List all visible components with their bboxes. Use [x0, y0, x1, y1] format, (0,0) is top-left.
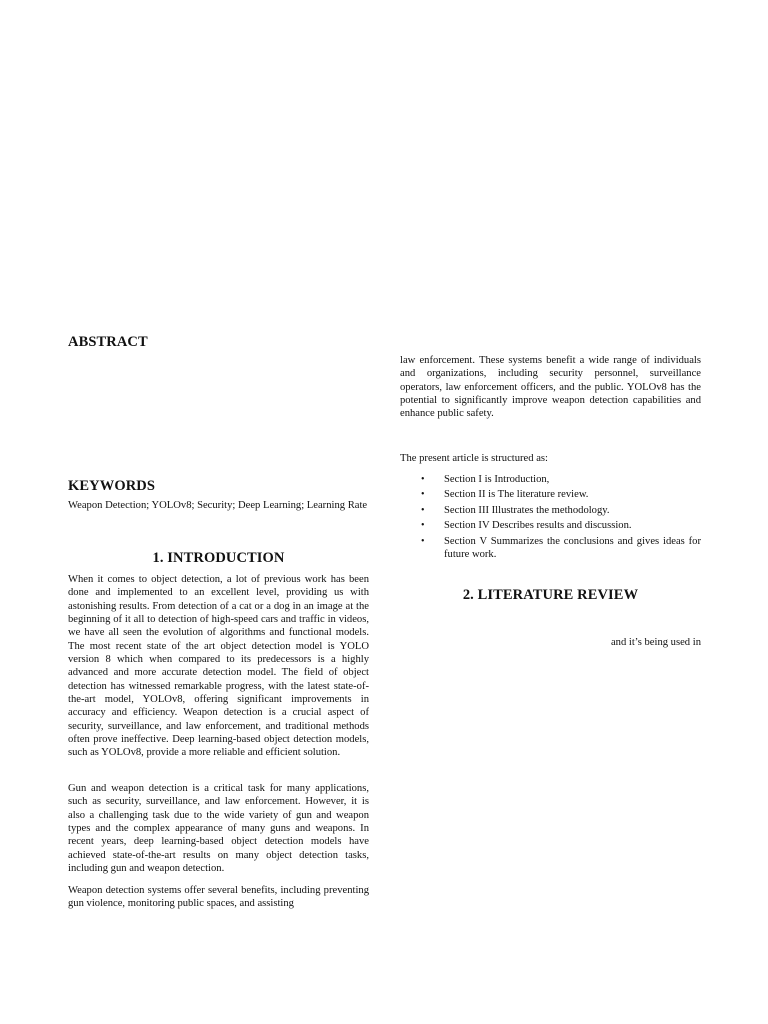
keywords-heading: KEYWORDS: [68, 478, 156, 494]
literature-review-fragment: and it’s being used in: [610, 637, 701, 648]
introduction-heading: 1. INTRODUCTION: [152, 550, 285, 566]
bullet-icon: •: [421, 504, 425, 516]
intro-paragraph-1: When it comes to object detection, a lot of previous work has been done and implemented to an excellent level, providing us with astonishing results. From detection of a cat or a dog in an image at the beginning of it all to detection of high-speed cars and traffic in videos, we have all seen the evolution of algorithms and functional models. The most recent state of the art object detection model is YOLO version 8 which when compared to its predecessors is a highly advanced and more accurate detection model. The field of object detection has witnessed remarkable progress, with the latest state-of-the-art model, YOLOv8, offering significant improvements in accuracy and efficiency. Weapon detection is a crucial aspect of security, surveillance, and law enforcement, and traditional methods often prove ineffective. Deep learning-based object detection models, such as YOLOv8, provide a more reliable and efficient solution.: [68, 574, 369, 759]
bullet-icon: •: [421, 489, 425, 501]
list-item: • Section III Illustrates the methodology.: [421, 504, 610, 516]
intro-paragraph-3: Weapon detection systems offer several benefits, including preventing gun violence, monitoring public spaces, and assisting: [68, 885, 369, 910]
intro-paragraph-2: Gun and weapon detection is a critical task for many applications, such as security, surveillance, and law enforcement. However, it is also a challenging task due to the wide variety of gun and weapon types and the complex appearance of many guns and weapons. In recent years, deep learning-based object detection models have achieved state-of-the-art results on many object detection tasks, including gun and weapon detection.: [68, 783, 369, 875]
bullet-icon: •: [421, 520, 425, 532]
list-item: • Section IV Describes results and discussion.: [421, 520, 632, 532]
bullet-icon: •: [421, 535, 425, 547]
abstract-heading: ABSTRACT: [68, 334, 148, 350]
structure-intro: The present article is structured as:: [400, 453, 548, 464]
list-item: • Section II is The literature review.: [421, 489, 589, 501]
literature-review-heading: 2. LITERATURE REVIEW: [462, 587, 639, 603]
list-item: • Section V Summarizes the conclusions and gives ideas for future work.: [421, 535, 701, 560]
keywords-text: Weapon Detection; YOLOv8; Security; Deep Learning; Learning Rate: [68, 500, 368, 511]
continued-paragraph: law enforcement. These systems benefit a wide range of individuals and organizations, including security personnel, surveillance operators, law enforcement officers, and the public. YOLOv8 has the potential to significantly improve weapon detection capabilities and enhance public safety.: [400, 355, 701, 420]
list-item: • Section I is Introduction,: [421, 474, 550, 485]
structure-list: [400, 473, 701, 563]
bullet-icon: •: [421, 474, 425, 485]
